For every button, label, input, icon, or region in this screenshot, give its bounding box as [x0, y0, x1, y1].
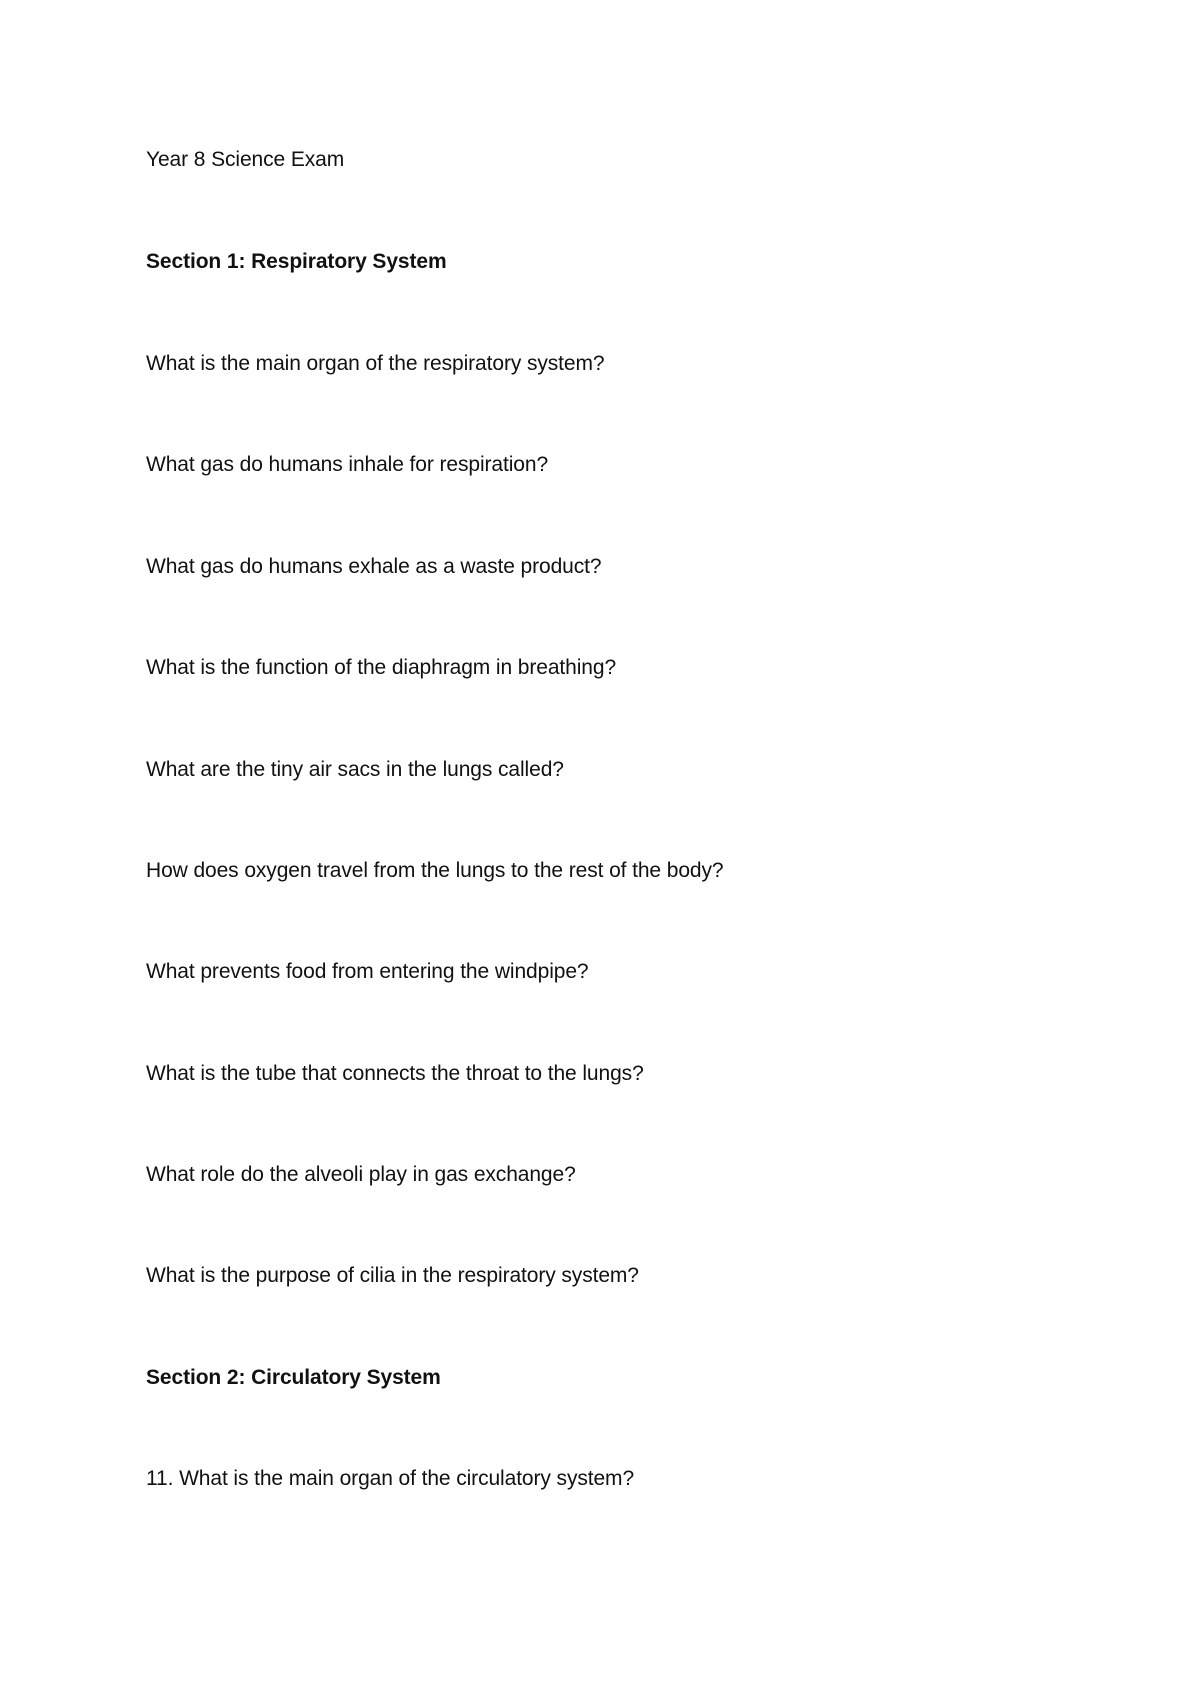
section-1-heading: Section 1: Respiratory System	[146, 250, 447, 273]
document-title: Year 8 Science Exam	[146, 148, 345, 171]
question-11: 11. What is the main organ of the circulatory system?	[146, 1467, 635, 1490]
question-3: What gas do humans exhale as a waste product?	[146, 555, 602, 578]
question-4: What is the function of the diaphragm in breathing?	[146, 656, 617, 679]
question-1: What is the main organ of the respiratory system?	[146, 352, 605, 375]
question-5: What are the tiny air sacs in the lungs called?	[146, 758, 564, 781]
question-7: What prevents food from entering the windpipe?	[146, 960, 589, 983]
question-10: What is the purpose of cilia in the respiratory system?	[146, 1264, 639, 1287]
question-9: What role do the alveoli play in gas exchange?	[146, 1163, 576, 1186]
section-2-heading: Section 2: Circulatory System	[146, 1366, 441, 1389]
question-8: What is the tube that connects the throat to the lungs?	[146, 1062, 644, 1085]
question-6: How does oxygen travel from the lungs to the rest of the body?	[146, 859, 724, 882]
question-2: What gas do humans inhale for respiration?	[146, 453, 549, 476]
